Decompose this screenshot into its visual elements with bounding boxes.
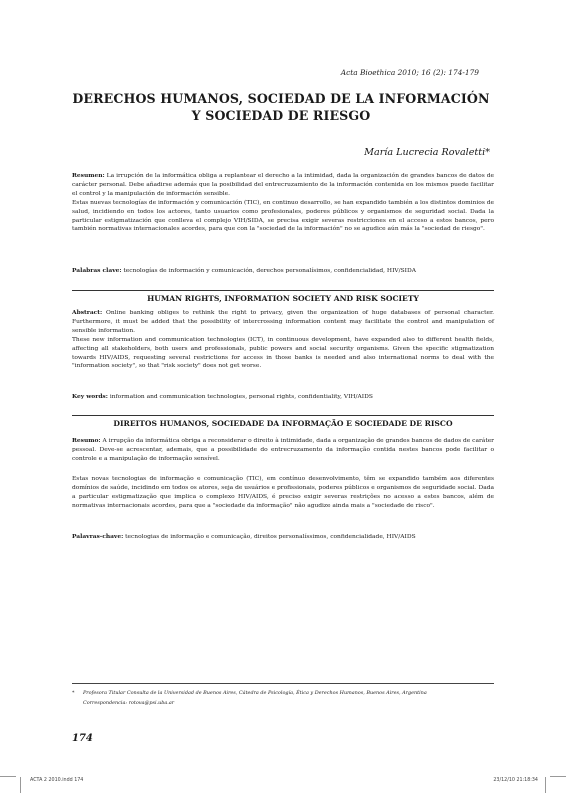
footnote-correspondence: Correspondencia: rotova@psi.uba.ar xyxy=(83,700,175,706)
abstract-paragraph-1 xyxy=(72,309,494,336)
palabras-clave-label: Palabras clave: xyxy=(72,267,122,274)
page-number: 174 xyxy=(72,733,93,744)
footnote-rule xyxy=(72,683,494,684)
print-slug-right: 23/12/10 21:18:34 xyxy=(493,778,538,783)
key-words-block xyxy=(72,393,494,402)
resumen-label: Resumen: xyxy=(72,172,105,179)
palavras-chave-label: Palavras-chave: xyxy=(72,533,124,540)
crop-mark-left-horizontal xyxy=(0,776,16,777)
abstract-label: Abstract: xyxy=(72,309,103,316)
key-words-text: information and communication technologies, personal rights, confidentiality, VIH/AIDS xyxy=(109,394,373,400)
resumo-paragraph-2-block xyxy=(72,475,494,511)
resumo-paragraph-2: Estas novas tecnologias de informação e comunicação (TIC), em contínuo desenvolvimento, têm se expandido também aos diferentes domínios de saúde, incidindo em todos os atores, seja de usuários e profissionais, poderes públicos e organismos de seguridade social. Dada a particular estigmatização que implica o complexo HIV/AIDS, é preciso exigir severas restrições no acesso a estes bancos, além de normativas internacionais acordes, para que a "sociedade da informação" não agudize ainda mais a "sociedade de risco". xyxy=(72,476,494,509)
key-words-label: Key words: xyxy=(72,393,108,400)
resumen-text-1: La irrupción de la informática obliga a replantear el derecho a la intimidad, dada la organización de grandes bancos de datos de carácter personal. Debe añadirse además que la posibilidad del entrecruzamiento de la información contenida en los mismos puede facilitar el control y la manipulación de información sensible. xyxy=(72,173,494,197)
resumen-paragraph-2: Estas nuevas tecnologías de información y comunicación (TIC), en continuo desarrollo, se han expandido también a los distintos dominios de salud, incidiendo en todos los actores, tanto usuarios como profesionales, poderes públicos y organismos de seguridad social. Dada la particular estigmatización que conlleva el complejo VIH/SIDA, se precisa exigir severas restricciones en el acceso a estos bancos, pero también normativas internacionales acordes, para que con la "sociedad de la información" no se agudice aún más la "sociedad de riesgo". xyxy=(72,199,494,233)
english-section-title: HUMAN RIGHTS, INFORMATION SOCIETY AND RISK SOCIETY xyxy=(147,294,419,303)
footnote xyxy=(72,688,494,708)
resumen-block xyxy=(72,172,494,234)
resumen-paragraph-1 xyxy=(72,172,494,199)
portuguese-section-title: DIREITOS HUMANOS, SOCIEDADE DA INFORMAÇÃO E SOCIEDADE DE RISCO xyxy=(113,419,453,428)
abstract-text-1: Online banking obliges to rethink the right to privacy, given the organization of huge databases of personal character. Furthermore, it must be added that the possibility of intercrossing information content may facilitate the control and manipulation of sensible information. xyxy=(72,310,494,334)
abstract-paragraph-2: These new information and communication technologies (ICT), in continuous development, have expanded also to different health fields, affecting all stakeholders, both users and professionals, public powers and social security organisms. Given the specific stigmatization towards HIV/AIDS, requesting several restrictions for access in those banks is needed and also international norms to deal with the "information society", so that "risk society" does not get worse. xyxy=(72,336,494,370)
resumo-text-1: A irrupção da informática obriga a reconsiderar o direito à intimidade, dada a organização de grandes bancos de dados de caráter pessoal. Deve-se acrescentar, ademais, que a possibilidade do entrecruzamento da informação contida nestes bancos pode facilitar o controle e a manipulação de informação sensível. xyxy=(72,438,494,462)
journal-reference: Acta Bioethica 2010; 16 (2): 174-179 xyxy=(340,68,479,77)
section-rule-portuguese xyxy=(72,415,494,416)
palabras-clave-text: tecnologías de información y comunicación, derechos personalísimos, confidencialidad, HIV/SIDA xyxy=(123,268,416,274)
resumo-label: Resumo: xyxy=(72,437,101,444)
article-title: DERECHOS HUMANOS, SOCIEDAD DE LA INFORMACIÓN Y SOCIEDAD DE RIESGO xyxy=(72,91,490,123)
resumo-paragraph-1 xyxy=(72,437,494,464)
crop-mark-right-horizontal xyxy=(550,776,566,777)
author-name: María Lucrecia Rovaletti* xyxy=(364,147,490,158)
crop-mark-left-vertical xyxy=(20,777,21,793)
section-rule-english xyxy=(72,290,494,291)
palabras-clave-block xyxy=(72,267,494,276)
abstract-block xyxy=(72,309,494,371)
palavras-chave-block xyxy=(72,533,494,542)
crop-mark-right-vertical xyxy=(545,777,546,793)
footnote-mark: * xyxy=(72,690,75,696)
footnote-affiliation xyxy=(72,688,494,698)
resumo-block xyxy=(72,437,494,464)
print-slug-left: ACTA 2 2010.indd 174 xyxy=(30,778,84,783)
footnote-affiliation-text: Profesora Titular Consulta de la Universidad de Buenos Aires, Cátedra de Psicología, Ética y Derechos Humanos, Buenos Aires, Argentina xyxy=(83,690,427,696)
palavras-chave-text: tecnologias de informação e comunicação, direitos personalíssimos, confidencialidade, HIV/AIDS xyxy=(125,534,416,540)
